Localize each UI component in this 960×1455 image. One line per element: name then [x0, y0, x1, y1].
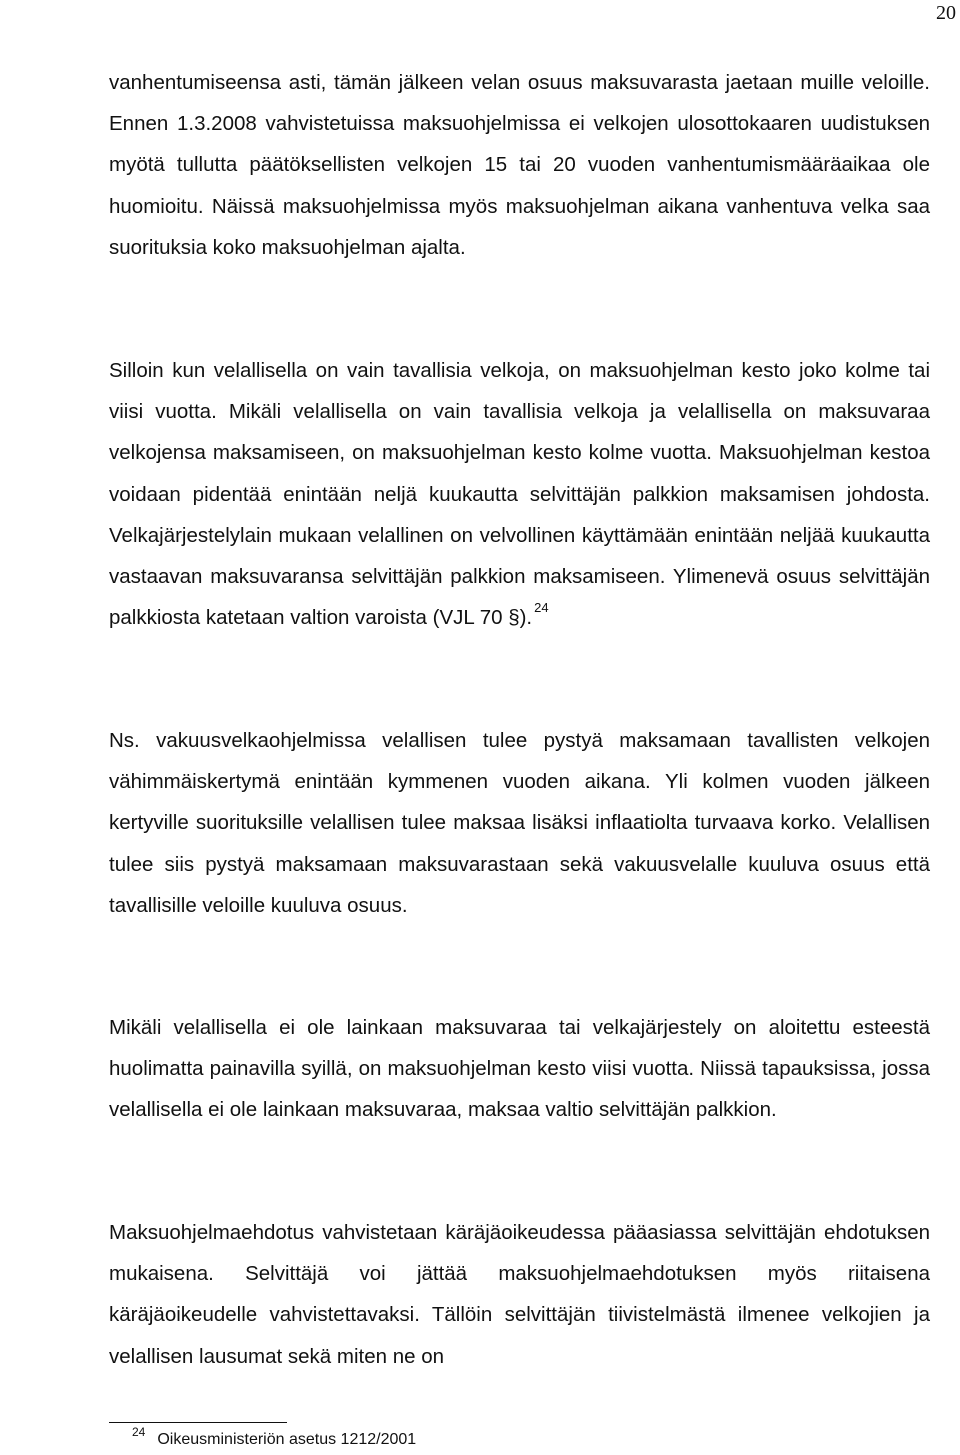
footnote-reference[interactable]: 24: [534, 600, 549, 616]
paragraph-1: vanhentumiseensa asti, tämän jälkeen velan osuus maksuvarasta jaetaan muille veloille. Ennen 1.3.2008 vahvistetuissa maksuohjelmissa ei velkojen ulosottokaaren uudistuksen myötä tullutta päätöksellisten velkojen 15 tai 20 vuoden vanhentumismääräaikaa ole huomioitu. Näissä maksuohjelmissa myös maksuohjelman aikana vanhentuva velka saa suorituksia koko maksuohjelman ajalta.: [109, 71, 930, 259]
footnote-text: Oikeusministeriön asetus 1212/2001: [157, 1431, 417, 1448]
footnote-number: 24: [132, 1425, 146, 1439]
footnote: [132, 1425, 417, 1450]
page-number: 20: [936, 2, 956, 24]
paragraph-5: Maksuohjelmaehdotus vahvistetaan käräjäoikeudessa pääasiassa selvittäjän ehdotuksen mukaisena. Selvittäjä voi jättää maksuohjelmaehdotuksen myös riitaisena käräjäoikeudelle vahvistettavaksi. Tällöin selvittäjän tiivistelmästä ilmenee velkojien ja velallisen lausumat sekä miten ne on: [109, 1221, 930, 1368]
paragraph-4: Mikäli velallisella ei ole lainkaan maksuvaraa tai velkajärjestely on aloitettu esteestä huolimatta painavilla syillä, on maksuohjelman kesto viisi vuotta. Niissä tapauksissa, jossa velallisella ei ole lainkaan maksuvaraa, maksaa valtio selvittäjän palkkion.: [109, 1016, 930, 1122]
paragraph-2: [109, 350, 930, 640]
paragraph-3: Ns. vakuusvelkaohjelmissa velallisen tulee pystyä maksamaan tavallisten velkojen vähimmäiskertymä enintään kymmenen vuoden aikana. Yli kolmen vuoden jälkeen kertyville suorituksille velallisen tulee maksaa lisäksi inflaatiolta turvaava korko. Velallisen tulee siis pystyä maksamaan maksuvarastaan sekä vakuusvelalle kuuluva osuus että tavallisille veloille kuuluva osuus.: [109, 729, 930, 917]
footnote-divider: [109, 1422, 287, 1423]
paragraph-2-text: Silloin kun velallisella on vain tavallisia velkoja, on maksuohjelman kesto joko kolme tai viisi vuotta. Mikäli velallisella on vain tavallisia velkoja ja velallisella on maksuvaraa velkojensa maksamiseen, on maksuohjelman kesto kolme vuotta. Maksuohjelman kestoa voidaan pidentää enintään neljä kuukautta selvittäjän palkkion maksamisen johdosta. Velkajärjestelylain mukaan velallinen on velvollinen käyttämään enintään neljää kuukautta vastaavan maksuvaransa selvittäjän palkkion maksamiseen. Ylimenevä osuus selvittäjän palkkiosta katetaan valtion varoista (VJL 70 §).: [109, 359, 930, 630]
